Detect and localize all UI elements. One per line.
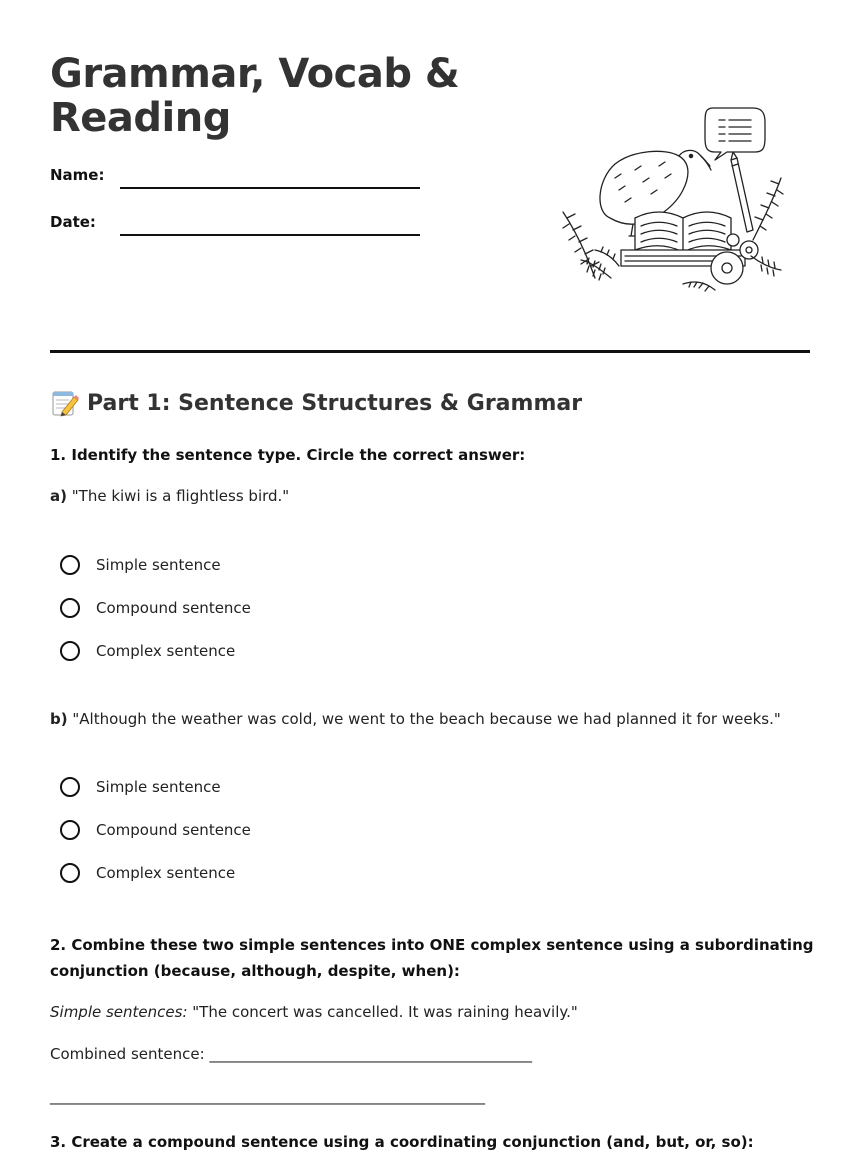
option-label: Simple sentence	[96, 556, 221, 574]
pencil-icon	[731, 152, 753, 232]
combined-sentence-blank[interactable]: ___________________________________________	[209, 1045, 532, 1063]
title-line-1: Grammar, Vocab &	[50, 51, 460, 97]
option-1b-simple[interactable]	[60, 777, 221, 797]
question-3-prompt: 3. Create a compound sentence using a coordinating conjunction (and, but, or, so):	[50, 1133, 754, 1151]
combined-sentence-row	[50, 1045, 532, 1063]
option-label: Simple sentence	[96, 778, 221, 796]
date-label: Date:	[50, 213, 96, 231]
simple-sentences-label: Simple sentences:	[50, 1003, 188, 1021]
option-1a-complex[interactable]	[60, 641, 235, 661]
question-1b	[50, 710, 781, 728]
question-2-simple-sentences	[50, 1003, 578, 1021]
title-line-2: Reading	[50, 95, 231, 141]
name-field[interactable]	[120, 187, 420, 189]
option-label: Complex sentence	[96, 642, 236, 660]
option-1b-complex[interactable]	[60, 863, 235, 883]
question-2-prompt-line1: 2. Combine these two simple sentences into ONE complex sentence using a subordinating	[50, 936, 814, 954]
question-1a-sentence: "The kiwi is a flightless bird."	[71, 487, 290, 505]
radio-circle[interactable]	[60, 555, 80, 575]
section-divider	[50, 350, 810, 353]
radio-circle[interactable]	[60, 863, 80, 883]
part1-title: Part 1: Sentence Structures & Grammar	[87, 390, 583, 416]
radio-circle[interactable]	[60, 777, 80, 797]
question-1-prompt: 1. Identify the sentence type. Circle the correct answer:	[50, 446, 526, 464]
memo-pencil-icon	[50, 388, 80, 418]
combined-sentence-blank-2[interactable]: __________________________________________________________	[50, 1087, 485, 1105]
question-2-prompt-line2: conjunction (because, although, despite, when):	[50, 962, 460, 980]
fern-left-icon	[563, 212, 619, 280]
option-label: Compound sentence	[96, 599, 251, 617]
kiwi-reading-illustration	[555, 100, 790, 300]
option-label: Complex sentence	[96, 864, 236, 882]
combined-sentence-label: Combined sentence:	[50, 1045, 210, 1063]
simple-sentences-text: "The concert was cancelled. It was raining heavily."	[187, 1003, 578, 1021]
radio-circle[interactable]	[60, 598, 80, 618]
option-label: Compound sentence	[96, 821, 251, 839]
speech-bubble-icon	[705, 108, 765, 160]
question-1b-letter: b)	[50, 710, 68, 728]
option-1a-simple[interactable]	[60, 555, 221, 575]
question-1a-letter: a)	[50, 487, 67, 505]
question-2-prompt	[50, 932, 814, 984]
page-title	[50, 52, 459, 140]
radio-circle[interactable]	[60, 641, 80, 661]
date-field[interactable]	[120, 234, 420, 236]
part1-heading	[50, 388, 582, 418]
radio-circle[interactable]	[60, 820, 80, 840]
question-1a	[50, 487, 289, 505]
option-1a-compound[interactable]	[60, 598, 251, 618]
question-1b-sentence: "Although the weather was cold, we went to the beach because we had planned it for weeks."	[72, 710, 781, 728]
name-label: Name:	[50, 166, 105, 184]
option-1b-compound[interactable]	[60, 820, 251, 840]
